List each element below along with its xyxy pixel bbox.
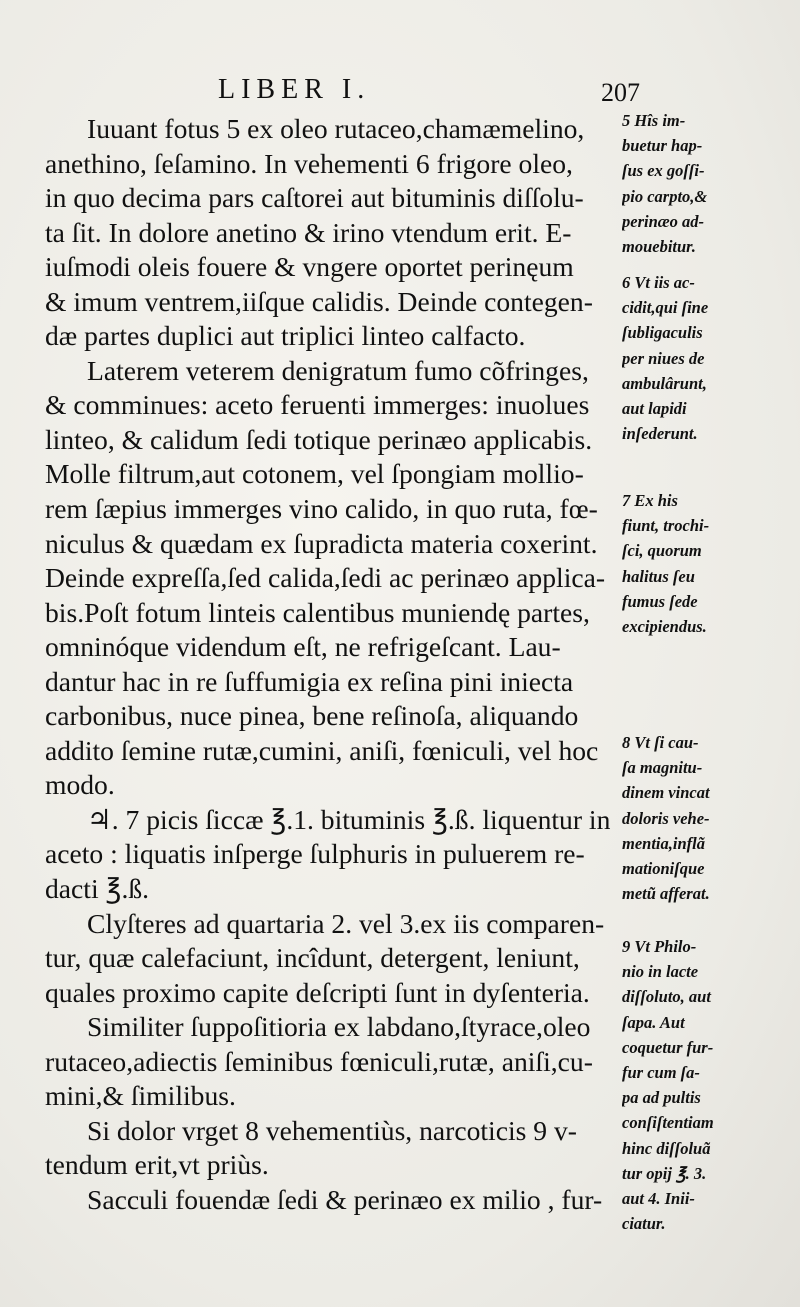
margin-note-line: ambulârunt, <box>622 373 707 393</box>
margin-note-line: pa ad pultis <box>622 1088 701 1108</box>
margin-note-line: buetur hap- <box>622 136 703 156</box>
text-line: omninóque videndum eſt, ne refrigeſcant. Lau- <box>45 631 561 663</box>
text-line: anethino, ſeſamino. In vehementi 6 frigore oleo, <box>45 147 573 179</box>
text-line: dacti ℥.ß. <box>45 873 150 905</box>
margin-note <box>622 270 794 446</box>
text-line: modo. <box>45 769 115 801</box>
margin-note-line: pio carpto,& <box>622 186 708 206</box>
margin-note-line: coquetur fur- <box>622 1037 714 1057</box>
text-line: addito ſemine rutæ,cumini, aniſi, fœniculi, vel hoc <box>45 734 599 766</box>
text-line: Molle filtrum,aut cotonem, vel ſpongiam mollio- <box>45 458 584 490</box>
text-line: Sacculi fouendæ ſedi & perinæo ex milio , fur- <box>87 1183 603 1215</box>
margin-note-line: diſſoluto, aut <box>622 987 711 1007</box>
text-line: Si dolor vrget 8 vehementiùs, narcoticis 9 v- <box>87 1114 577 1146</box>
text-line: carbonibus, nuce pinea, bene reſinoſa, aliquando <box>45 700 579 732</box>
text-line: Clyſteres ad quartaria 2. vel 3.ex iis comparen- <box>87 907 605 939</box>
text-line: ta ſit. In dolore anetino & irino vtendum erit. E- <box>45 216 572 248</box>
text-line: tur, quæ calefaciunt, incîdunt, detergent, leniunt, <box>45 942 580 974</box>
margin-note-line: aut lapidi <box>622 398 687 418</box>
margin-note-line: ciatur. <box>622 1214 666 1234</box>
text-line: & imum ventrem,iiſque calidis. Deinde contegen- <box>45 285 593 317</box>
text-line: iuſmodi oleis fouere & vngere oportet perinęum <box>45 251 574 283</box>
text-line: rutaceo,adiectis ſeminibus fœniculi,rutæ, aniſi,cu- <box>45 1045 593 1077</box>
margin-note-line: mentia,inflã <box>622 833 705 853</box>
main-text-block <box>45 112 630 1218</box>
margin-note-line: inſederunt. <box>622 424 698 444</box>
margin-note-line: metũ afferat. <box>622 884 710 904</box>
margin-note-line: cidit,qui ſine <box>622 298 709 318</box>
margin-note-line: fumus ſede <box>622 591 698 611</box>
margin-note-line: fur cum ſa- <box>622 1062 700 1082</box>
text-line: aceto : liquatis inſperge ſulphuris in puluerem re- <box>45 838 585 870</box>
text-line: tendum erit,vt priùs. <box>45 1149 269 1181</box>
text-line: rem ſæpius immerges vino calido, in quo ruta, fœ- <box>45 493 598 525</box>
margin-note-line: mationiſque <box>622 858 705 878</box>
margin-note-line: 6 Vt iis ac- <box>622 273 695 292</box>
text-line: quales proximo capite deſcripti ſunt in dyſenteria. <box>45 976 590 1008</box>
text-line: Deinde expreſſa,ſed calida,ſedi ac perinæo applica- <box>45 562 606 594</box>
text-line: in quo decima pars caſtorei aut bituminis diſſolu- <box>45 182 584 214</box>
margin-note-line: ſapa. Aut <box>622 1012 685 1032</box>
text-line: ♃. 7 picis ſiccæ ℥.1. bituminis ℥.ß. liquentur in <box>87 803 611 835</box>
margin-note-line: tur opij ℥. 3. <box>622 1163 707 1183</box>
text-line: & comminues: aceto feruenti immerges: inuolues <box>45 389 590 421</box>
margin-note <box>622 934 794 1236</box>
margin-note-line: 8 Vt ſi cau- <box>622 733 699 752</box>
margin-note-line: mouebitur. <box>622 236 696 256</box>
text-line: niculus & quædam ex ſupradicta materia coxerint. <box>45 527 598 559</box>
text-line: dæ partes duplici aut triplici linteo calfacto. <box>45 320 526 352</box>
margin-note-line: hinc diſſoluã <box>622 1138 711 1158</box>
margin-note-line: doloris vehe- <box>622 808 710 828</box>
text-line: Laterem veterem denigratum fumo cõfringes, <box>87 354 589 386</box>
margin-note-line: 9 Vt Philo- <box>622 937 697 956</box>
page-header <box>200 72 640 112</box>
margin-note <box>622 488 794 639</box>
margin-note-line: 5 Hîs im- <box>622 111 686 130</box>
margin-note-line: halitus ſeu <box>622 566 695 586</box>
text-line: bis.Poſt fotum linteis calentibus muniendę partes, <box>45 596 590 628</box>
margin-note-line: ſubligaculis <box>622 323 703 343</box>
margin-note-line: perinæo ad- <box>622 211 705 231</box>
margin-note-line: dinem vincat <box>622 783 710 803</box>
text-line: Similiter ſuppoſitioria ex labdano,ſtyrace,oleo <box>87 1011 591 1043</box>
margin-note-line: ſus ex goſſi- <box>622 161 705 181</box>
margin-note-line: excipiendus. <box>622 616 707 636</box>
text-line: dantur hac in re ſuffumigia ex reſina pini iniecta <box>45 665 574 697</box>
margin-note-line: conſiſtentiam <box>622 1113 714 1133</box>
margin-note <box>622 108 794 259</box>
page-number: 207 <box>601 78 640 107</box>
margin-note-line: aut 4. Inii- <box>622 1188 695 1208</box>
margin-note <box>622 730 794 906</box>
margin-note-line: ſci, quorum <box>622 541 702 561</box>
text-line: mini,& ſimilibus. <box>45 1080 236 1112</box>
text-line: Iuuant fotus 5 ex oleo rutaceo,chamæmelino, <box>87 113 585 144</box>
margin-note-line: ſa magnitu- <box>622 758 703 778</box>
margin-note-line: 7 Ex his <box>622 491 678 510</box>
text-line: linteo, & calidum ſedi totique perinæo applicabis. <box>45 423 593 455</box>
margin-note-line: nio in lacte <box>622 962 699 982</box>
margin-note-line: fiunt, trochi- <box>622 516 710 536</box>
running-head: LIBER I. <box>218 74 371 105</box>
margin-note-line: per niues de <box>622 348 705 368</box>
